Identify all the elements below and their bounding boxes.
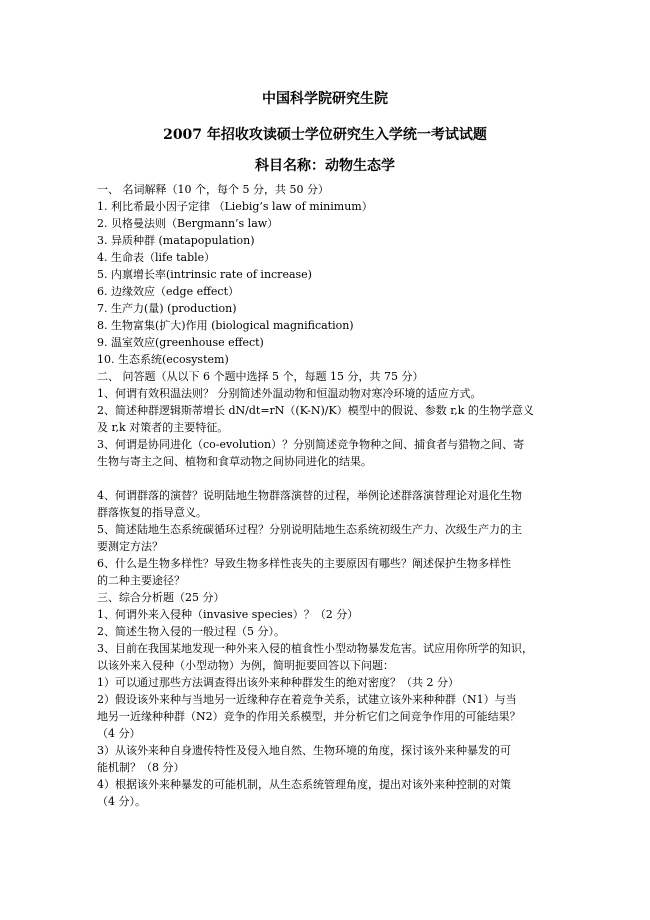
analysis-line: 1、何谓外来入侵种（invasive species）？（2 分） (97, 608, 359, 621)
analysis-line: 3、目前在我国某地发现一种外来入侵的植食性小型动物暴发危害。试应用你所学的知识， (97, 642, 533, 655)
section2-heading: 二、 问答题（从以下 6 个题中选择 5 个，每题 15 分，共 75 分） (97, 370, 424, 383)
analysis-line: （4 分）。 (97, 795, 146, 808)
term-item: 4. 生命表（life table） (97, 251, 216, 264)
question-1: 1、何谓有效积温法则？ 分别简述外温动物和恒温动物对寒冷环境的适应方式。 (97, 387, 482, 400)
analysis-line: 以该外来入侵种（小型动物）为例，简明扼要回答以下问题： (97, 659, 394, 672)
question-2-line: 及 r,k 对策者的主要特征。 (97, 421, 229, 434)
analysis-line: （4 分） (97, 727, 141, 740)
question-5-line: 要测定方法？ (97, 540, 163, 553)
blank-line (97, 470, 567, 487)
term-item: 6. 边缘效应（edge effect） (97, 285, 240, 298)
term-item: 5. 内禀增长率(intrinsic rate of increase) (97, 268, 312, 281)
analysis-line: 4）根据该外来种暴发的可能机制，从生态系统管理角度，提出对该外来种控制的对策 (97, 778, 511, 791)
question-4-line: 群落恢复的指导意义。 (97, 506, 207, 519)
exam-title: 2007 年招收攻读硕士学位研究生入学统一考试试题 (163, 127, 487, 143)
question-3-line: 3、何谓是协同进化（co-evolution）？分别简述竞争物种之间、捕食者与猎物之间、寄 (97, 438, 525, 451)
analysis-line: 能机制？（8 分） (97, 761, 185, 774)
term-item: 1. 利比希最小因子定律 （Liebig’s law of minimum） (97, 200, 373, 213)
term-item: 10. 生态系统(ecosystem) (97, 353, 229, 366)
question-2-line: 2、简述种群逻辑斯蒂增长 dN/dt=rN（(K-N)/K）模型中的假说、参数 r,k 的生物学意义 (97, 404, 534, 417)
term-item: 2. 贝格曼法则（Bergmann’s law） (97, 217, 279, 230)
subject-title: 科目名称：动物生态学 (255, 158, 395, 174)
analysis-line: 2）假设该外来种与当地另一近缘种存在着竞争关系，试建立该外来种种群（N1）与当 (97, 693, 517, 706)
question-6-line: 6、什么是生物多样性？导致生物多样性丧失的主要原因有哪些？阐述保护生物多样性 (97, 557, 511, 570)
section3-heading: 三、综合分析题（25 分） (97, 591, 225, 604)
question-3-line: 生物与寄主之间、植物和食草动物之间协同进化的结果。 (97, 455, 372, 468)
question-5-line: 5、简述陆地生态系统碳循环过程？分别说明陆地生态系统初级生产力、次级生产力的主 (97, 523, 522, 536)
term-item: 9. 温室效应(greenhouse effect) (97, 336, 264, 349)
exam-content (97, 181, 567, 810)
question-6-line: 的二种主要途径？ (97, 574, 185, 587)
question-4-line: 4、何谓群落的演替？说明陆地生物群落演替的过程，举例论述群落演替理论对退化生物 (97, 489, 522, 502)
institution-title: 中国科学院研究生院 (262, 91, 388, 107)
analysis-line: 3）从该外来种自身遗传特性及侵入地自然、生物环境的角度，探讨该外来种暴发的可 (97, 744, 511, 757)
analysis-line: 1）可以通过那些方法调查得出该外来种种群发生的绝对密度？（共 2 分） (97, 676, 459, 689)
term-item: 8. 生物富集(扩大)作用 (biological magnification) (97, 319, 354, 332)
term-item: 3. 异质种群 (matapopulation) (97, 234, 255, 247)
analysis-line: 地另一近缘种种群（N2）竞争的作用关系模型，并分析它们之间竞争作用的可能结果？ (97, 710, 521, 723)
analysis-line: 2、简述生物入侵的一般过程（5 分）。 (97, 625, 285, 638)
section1-heading: 一、 名词解释（10 个，每个 5 分，共 50 分） (97, 183, 329, 196)
term-item: 7. 生产力(量) (production) (97, 302, 237, 315)
